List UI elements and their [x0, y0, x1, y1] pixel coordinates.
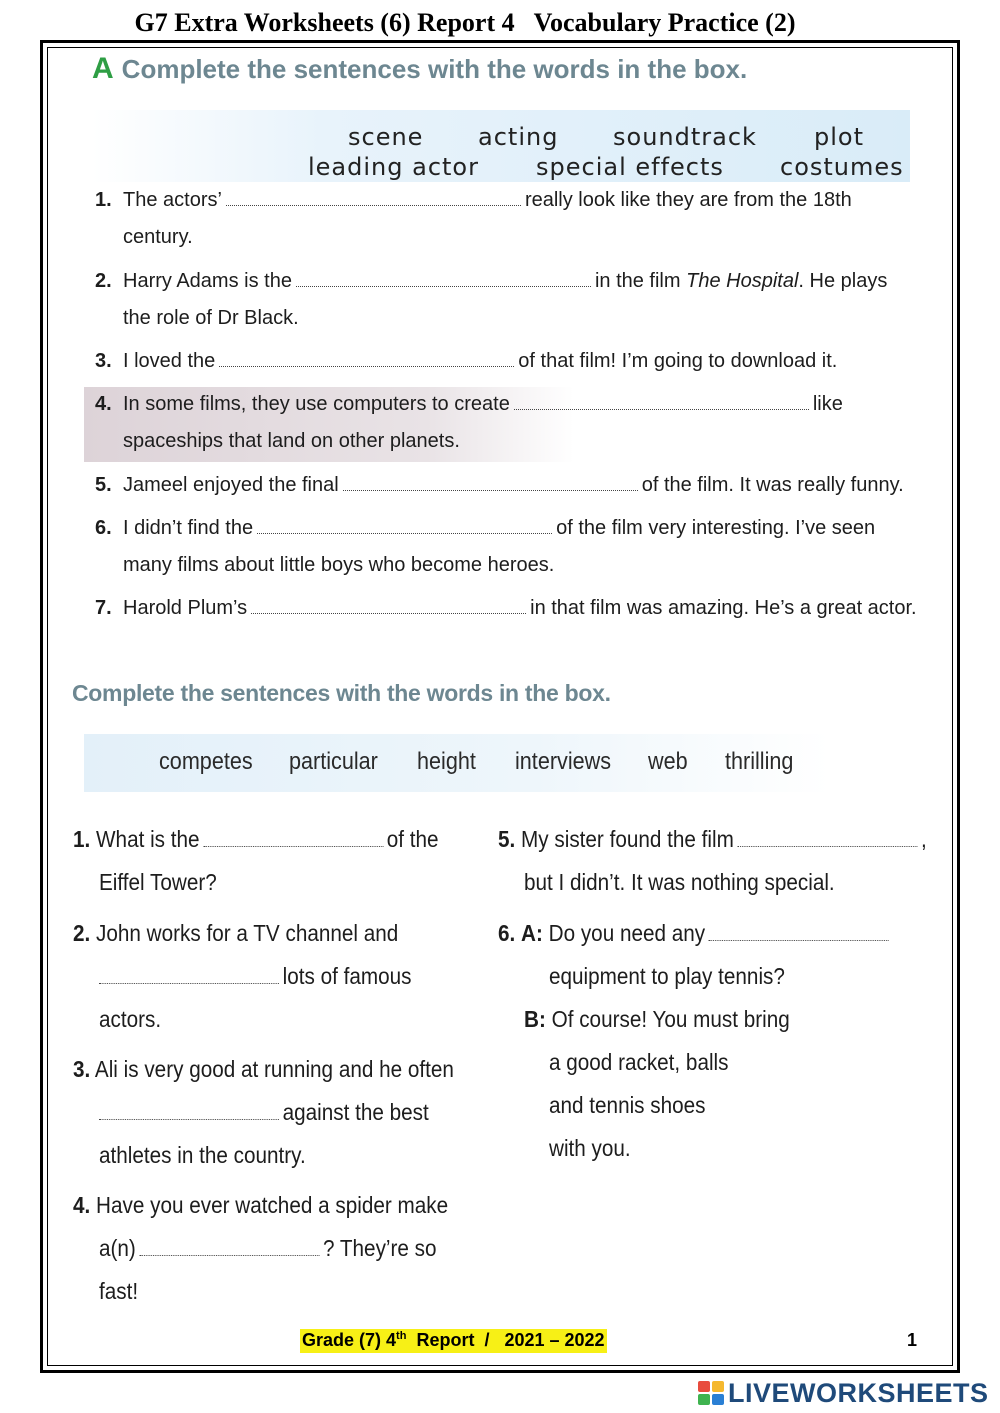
question-b-5-line-2: but I didn’t. It was nothing special. — [524, 869, 835, 895]
question-text: I loved the — [123, 350, 216, 372]
question-text: of that film! I’m going to download it. — [518, 350, 838, 372]
question-text: the role of Dr Black. — [123, 307, 299, 329]
word-special-effects: special effects — [536, 153, 724, 181]
question-line — [123, 386, 843, 423]
footer-label — [300, 1329, 607, 1353]
question-number: 2. — [95, 270, 112, 292]
question-text: My sister found the film — [521, 826, 734, 852]
word-box-b — [84, 734, 830, 792]
question-b-6-line-6: with you. — [549, 1135, 631, 1161]
question-b-5 — [498, 826, 927, 853]
answer-blank[interactable] — [251, 596, 526, 614]
question-text: Ali is very good at running and he often — [94, 1056, 454, 1082]
question-number: 2. — [73, 920, 91, 946]
answer-blank[interactable] — [219, 349, 514, 367]
word-web: web — [648, 748, 688, 775]
liveworksheets-logo-icon — [698, 1381, 724, 1405]
question-b-4 — [73, 1192, 448, 1219]
question-text: of the film. It was really funny. — [641, 474, 904, 496]
question-b-4-line-3: fast! — [99, 1278, 139, 1304]
answer-blank[interactable] — [203, 829, 383, 847]
question-number: 7. — [95, 597, 112, 619]
question-text: of the film very interesting. I’ve seen — [556, 517, 876, 539]
question-number: 1. — [95, 189, 112, 211]
section-a-instruction: Complete the sentences with the words in the box. — [121, 54, 748, 84]
question-text: like — [812, 393, 843, 415]
question-number: 6. — [498, 920, 516, 946]
question-text: What is the — [96, 826, 200, 852]
speaker-a-label: A: — [521, 920, 543, 946]
question-text: many films about little boys who become heroes. — [123, 554, 555, 576]
answer-blank[interactable] — [99, 1102, 279, 1120]
question-b-3-line-3: athletes in the country. — [99, 1142, 306, 1168]
question-number: 6. — [95, 517, 112, 539]
question-number: 5. — [95, 474, 112, 496]
footer-text: Grade (7) 4 — [302, 1330, 397, 1350]
question-text: of the — [386, 826, 439, 852]
question-text: ? They’re so — [323, 1235, 437, 1261]
question-line — [123, 590, 917, 627]
question-b-6-speaker-b — [524, 1006, 790, 1033]
question-b-2 — [73, 920, 398, 947]
question-text: Do you need any — [548, 920, 706, 946]
question-line — [123, 510, 875, 547]
question-number: 3. — [73, 1056, 91, 1082]
question-b-1-line-2: Eiffel Tower? — [99, 869, 217, 895]
page-number: 1 — [907, 1330, 918, 1350]
question-line — [123, 467, 904, 504]
question-text: a(n) — [99, 1235, 136, 1261]
question-text: Harold Plum’s — [123, 597, 248, 619]
logo-square — [712, 1381, 724, 1392]
footer-superscript: th — [396, 1330, 407, 1342]
question-text: century. — [123, 226, 193, 248]
answer-blank[interactable] — [257, 516, 552, 534]
question-text: In some films, they use computers to create — [123, 393, 510, 415]
question-number: 4. — [95, 393, 112, 415]
logo-square — [698, 1394, 710, 1405]
question-text: I didn’t find the — [123, 517, 254, 539]
question-line — [123, 182, 852, 219]
answer-blank[interactable] — [226, 188, 521, 206]
question-line — [123, 263, 887, 300]
question-number: 3. — [95, 350, 112, 372]
question-b-4-line-2 — [99, 1235, 437, 1262]
word-acting: acting — [478, 123, 559, 151]
word-particular: particular — [289, 748, 378, 775]
answer-blank[interactable] — [514, 392, 809, 410]
question-b-6-line-5: and tennis shoes — [549, 1092, 706, 1118]
section-a-letter: A — [92, 52, 114, 85]
word-scene: scene — [348, 123, 424, 151]
answer-blank[interactable] — [737, 829, 917, 847]
answer-blank[interactable] — [709, 923, 889, 941]
question-b-2-line-3: actors. — [99, 1006, 162, 1032]
word-leading-actor: leading actor — [308, 153, 479, 181]
question-text: in that film was amazing. He’s a great actor. — [530, 597, 917, 619]
question-number: 5. — [498, 826, 516, 852]
answer-blank[interactable] — [139, 1238, 319, 1256]
question-text: Of course! You must bring — [551, 1006, 790, 1032]
speaker-b-label: B: — [524, 1006, 546, 1032]
word-plot: plot — [814, 123, 864, 151]
question-b-1 — [73, 826, 439, 853]
question-text: Jameel enjoyed the final — [123, 474, 339, 496]
question-b-2-line-2 — [99, 963, 411, 990]
question-text: in the film — [594, 270, 681, 292]
word-competes: competes — [159, 748, 253, 775]
question-text: Have you ever watched a spider make — [96, 1192, 449, 1218]
question-text: spaceships that land on other planets. — [123, 430, 460, 452]
question-b-6-line-2: equipment to play tennis? — [549, 963, 785, 989]
liveworksheets-logo[interactable] — [698, 1377, 989, 1409]
question-text: against the best — [282, 1099, 429, 1125]
word-box-a — [92, 110, 910, 182]
question-text: lots of famous — [282, 963, 412, 989]
word-height: height — [417, 748, 476, 775]
word-thrilling: thrilling — [725, 748, 794, 775]
word-interviews: interviews — [515, 748, 612, 775]
logo-square — [698, 1381, 710, 1392]
question-b-3 — [73, 1056, 454, 1083]
question-number: 1. — [73, 826, 91, 852]
question-b-6 — [498, 920, 892, 947]
answer-blank[interactable] — [296, 269, 591, 287]
question-b-6-line-4: a good racket, balls — [549, 1049, 729, 1075]
question-text: , — [921, 826, 927, 852]
question-text: really look like they are from the 18th — [524, 189, 852, 211]
film-title: The Hospital — [686, 270, 799, 292]
question-line — [123, 343, 837, 380]
section-a-heading — [92, 52, 747, 86]
answer-blank[interactable] — [343, 473, 638, 491]
question-b-3-line-2 — [99, 1099, 429, 1126]
document-title: G7 Extra Worksheets (6) Report 4 Vocabulary Practice (2) — [134, 8, 796, 37]
word-costumes: costumes — [780, 153, 904, 181]
question-text: John works for a TV channel and — [96, 920, 399, 946]
question-text: The actors’ — [123, 189, 222, 211]
word-soundtrack: soundtrack — [613, 123, 757, 151]
answer-blank[interactable] — [99, 966, 279, 984]
liveworksheets-wordmark: LIVEWORKSHEETS — [728, 1377, 989, 1408]
question-number: 4. — [73, 1192, 91, 1218]
question-text: . He plays — [798, 270, 888, 292]
question-text: Harry Adams is the — [123, 270, 292, 292]
footer-text: Report / 2021 – 2022 — [406, 1330, 605, 1350]
logo-square — [712, 1394, 724, 1405]
section-b-heading: Complete the sentences with the words in the box. — [72, 680, 611, 706]
